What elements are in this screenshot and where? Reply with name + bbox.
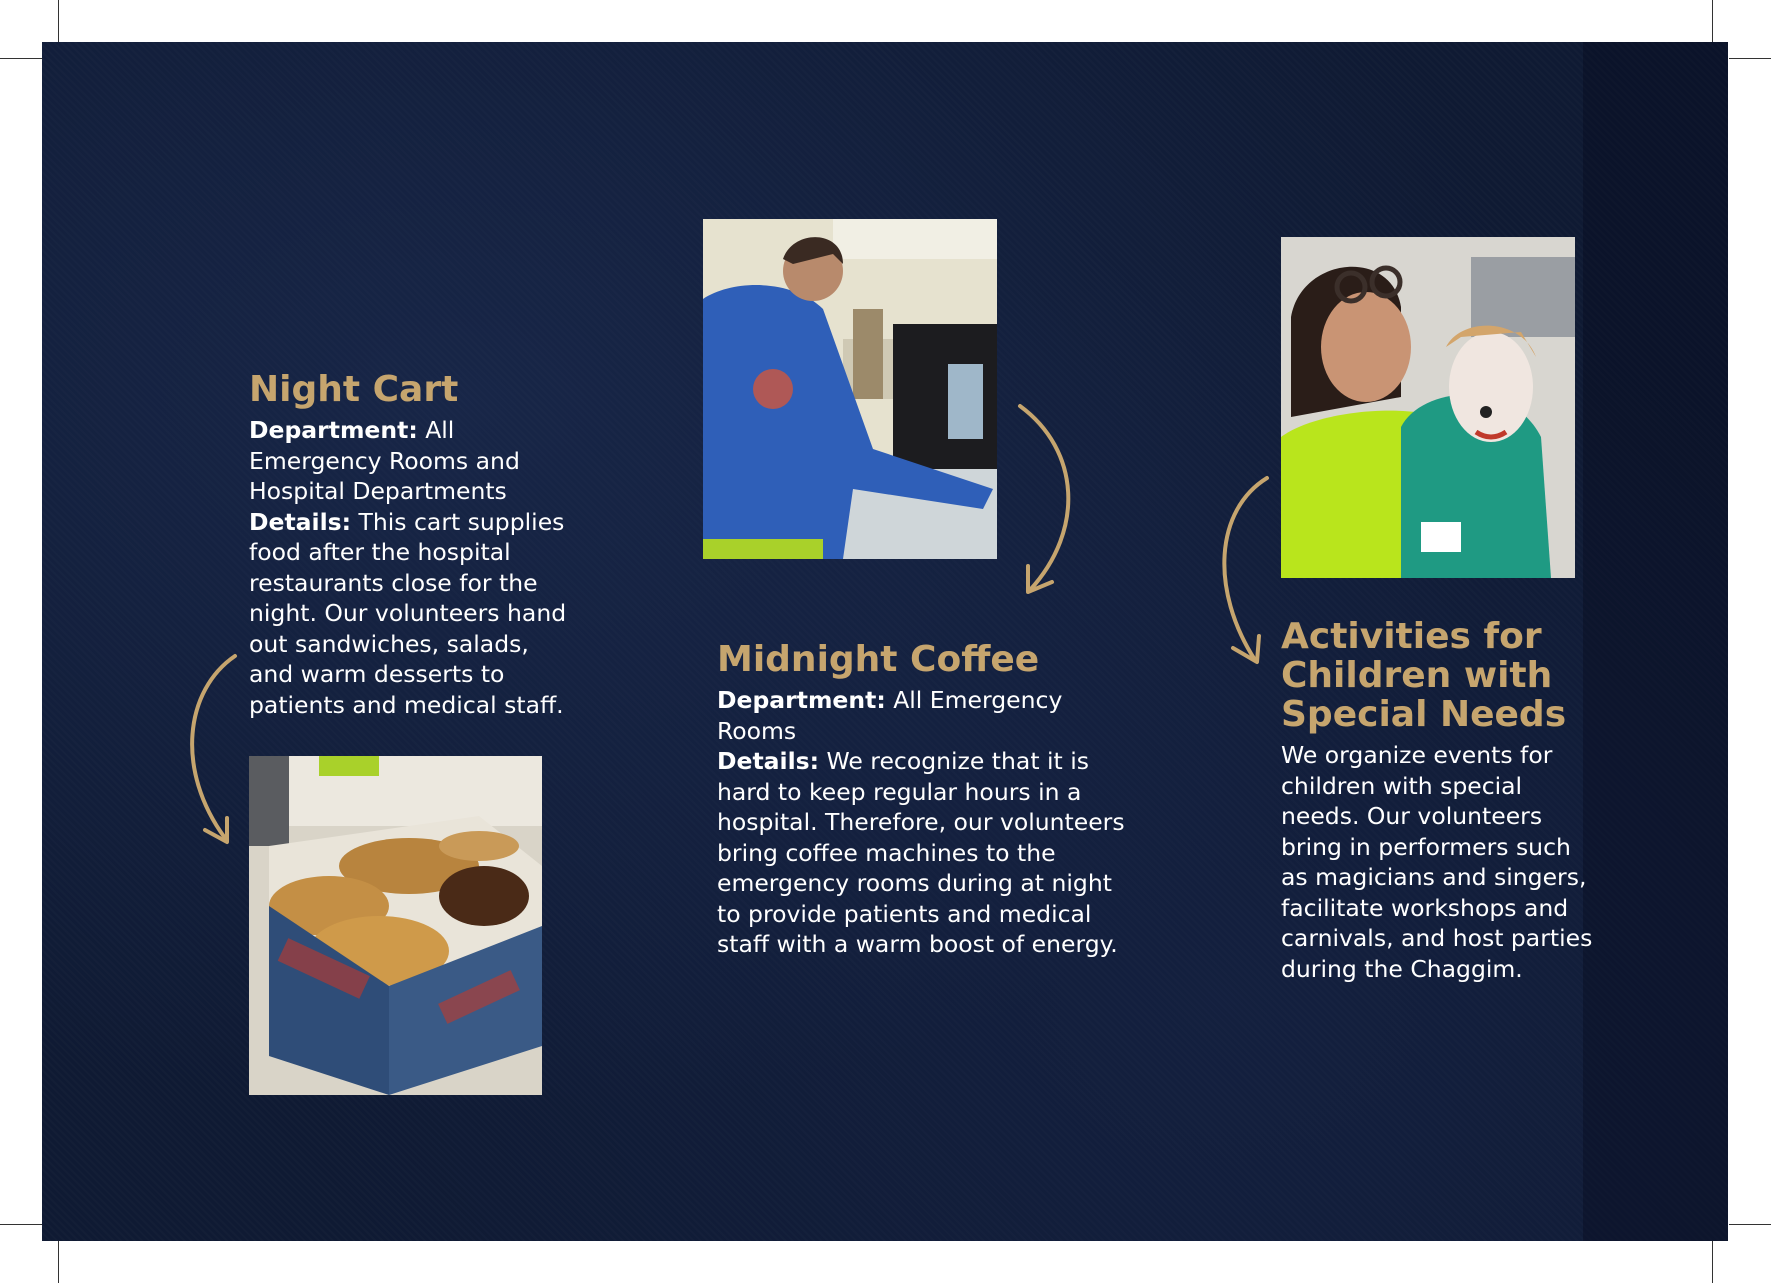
midnight-coffee-section (717, 640, 1137, 960)
midnight-coffee-title: Midnight Coffee (717, 639, 1040, 680)
details-label: Details: (717, 747, 820, 775)
coffee-machine-image (703, 219, 997, 559)
night-cart-title: Night Cart (249, 369, 459, 410)
activities-title: Activities for Children with Special Needs (1281, 616, 1567, 735)
face-painting-image (1281, 237, 1575, 578)
department-label: Department: (249, 416, 418, 444)
crop-mark (0, 1224, 42, 1225)
crop-mark (1729, 1224, 1771, 1225)
midnight-coffee-details (717, 746, 1137, 960)
department-value: All Emergency Rooms (717, 686, 1063, 745)
curved-arrow-icon (1010, 400, 1090, 600)
department-value: All Emergency Rooms and Hospital Departments (249, 416, 520, 505)
midnight-coffee-photo (703, 219, 997, 559)
crop-mark (0, 58, 42, 59)
department-label: Department: (717, 686, 886, 714)
pastry-cart-image (249, 756, 542, 1095)
details-label: Details: (249, 507, 352, 536)
crop-mark (1712, 0, 1713, 42)
panel-fold-shade (1583, 42, 1728, 1241)
crop-mark (1712, 1241, 1713, 1283)
details-value: This cart supplies food after the hospital restaurants close for the night. Our volunteers hand out sandwiches, salads, and warm desserts to patients and medical staff. (249, 507, 567, 719)
night-cart-section (249, 370, 579, 720)
midnight-coffee-department (717, 685, 1137, 746)
activities-photo (1281, 237, 1575, 578)
curved-arrow-icon (175, 650, 245, 850)
activities-section (1281, 617, 1601, 984)
crop-mark (58, 0, 59, 42)
curved-arrow-icon (1205, 470, 1285, 670)
night-cart-details (249, 507, 579, 721)
night-cart-department (249, 415, 579, 507)
crop-mark (58, 1241, 59, 1283)
crop-mark (1729, 58, 1771, 59)
activities-body: We organize events for children with special needs. Our volunteers bring in performers such as magicians and singers, facilitate workshops and carnivals, and host parties during the Chaggim. (1281, 741, 1593, 983)
night-cart-photo (249, 756, 542, 1095)
details-value: We recognize that it is hard to keep regular hours in a hospital. Therefore, our volunteers bring coffee machines to the emergency rooms during at night to provide patients and medical staff with a warm boost of energy. (717, 747, 1125, 958)
